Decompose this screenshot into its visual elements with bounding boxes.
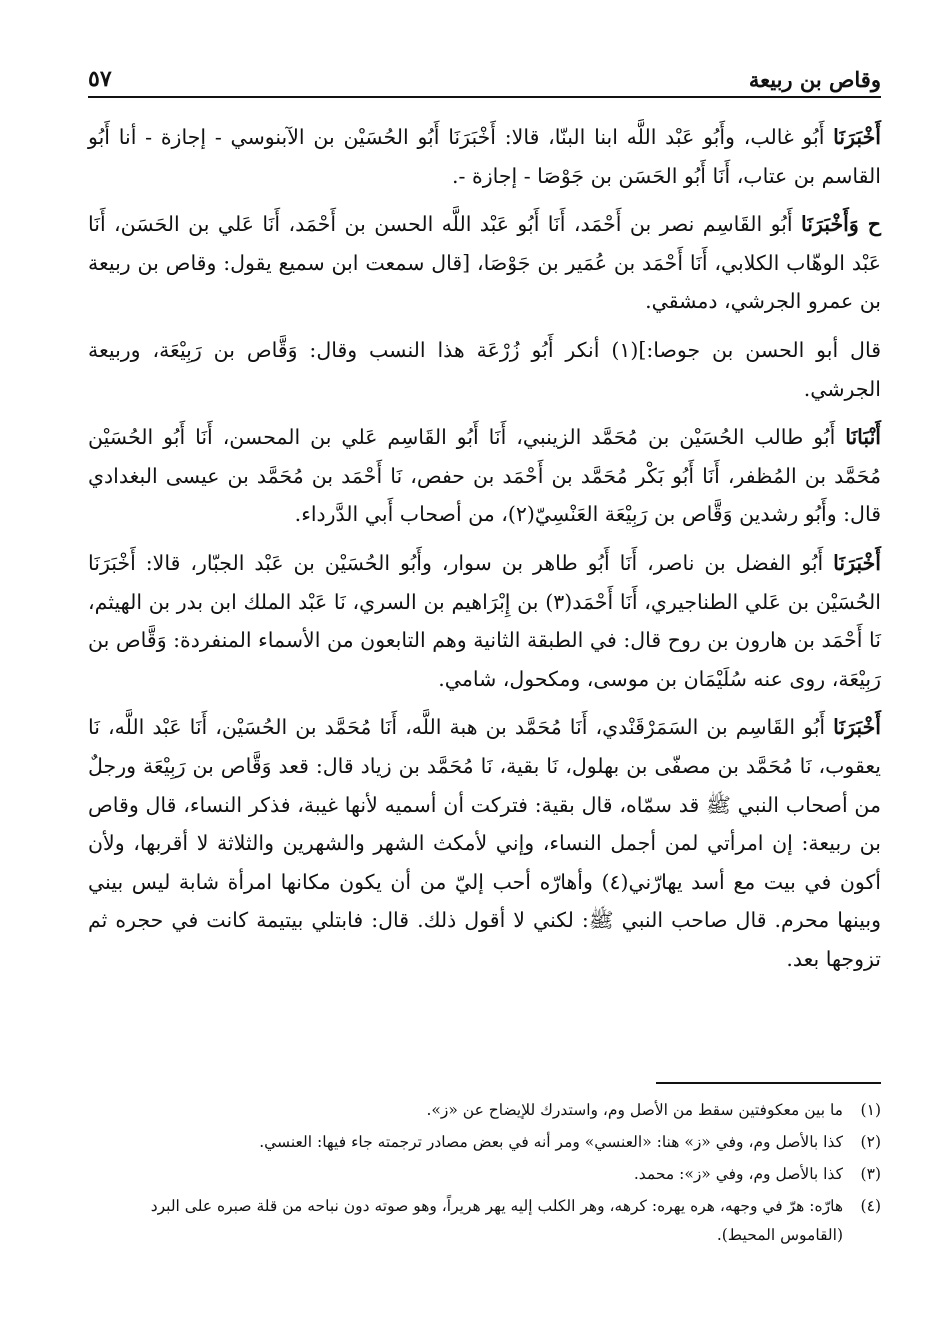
footnotes [88, 1096, 881, 1253]
paragraph-lead: أَخْبَرَنَا [833, 125, 881, 149]
page-number: ٥٧ [88, 66, 112, 92]
footnote-number: (٤) [860, 1197, 881, 1215]
paragraph-text: قال أبو الحسن بن جوصا:](١) أنكر أَبُو زُرْعَة هذا النسب وقال: وَقَّاص بن رَبِيْعَة، وربيعة الجرشي. [88, 337, 881, 401]
page-header [88, 52, 881, 98]
footnote-text: هارّه: هرّ في وجهه، هره يهره: كرهه، وهر الكلب إليه يهر هريراً، وهو صوته دون نباحه من قلة صبره على البرد (القاموس المحيط). [150, 1197, 843, 1244]
paragraph-text: أَبُو القَاسِم نصر بن أَحْمَد، أَنَا أَبُو عَبْد اللَّه الحسن بن أَحْمَد، أَنَا عَلي بن الحَسَن، أَنَا عَبْد الوهّاب الكلابي، أَنَا أَحْمَد بن عُمَير بن جَوْصَا، [قال سمعت ابن سميع يقول: وقاص بن ربيعة بن عمرو الجرشي، دمشقي. [88, 212, 881, 314]
paragraph [88, 418, 881, 534]
paragraph-lead: أَخْبَرَنَا [833, 715, 881, 740]
paragraph-lead: أَنْبَانَا [845, 425, 881, 450]
footnote [88, 1160, 881, 1189]
footnote [88, 1192, 881, 1250]
paragraph [88, 331, 881, 408]
footnote-number: (٢) [860, 1133, 881, 1151]
paragraph-text: أَبُو الفضل بن ناصر، أَنَا أَبُو طاهر بن سوار، وأَبُو الحُسَيْن بن عَبْد الجبّار، قالا: أَخْبَرَنَا الحُسَيْن بن عَلي الطناجيري، أَنَا أَحْمَد(٣) بن إِبْرَاهيم بن السري، نَا عَبْد الملك ابن بدر بن الهيثم، نَا أَحْمَد بن هارون بن روح قال: في الطبقة الثانية وهم التابعون من الأسماء المنفردة: وَقَّاص بن رَبِيْعَة، روى عنه سُلَيْمَان بن موسى، ومكحول، شامي. [88, 550, 881, 691]
footnote [88, 1128, 881, 1157]
paragraph [88, 205, 881, 321]
paragraph-text: أَبُو القَاسِم بن السَمَرْقَنْدي، أَنَا مُحَمَّد بن هبة اللَّه، أَنَا مُحَمَّد بن الحُسَيْن، أَنَا عَبْد اللَّه، نَا يعقوب، نَا مُحَمَّد بن مصفّى بن بهلول، نَا بقية، نَا مُحَمَّد بن زياد قال: قعد وَقَّاص بن رَبِيْعَة ورجلٌ من أصحاب النبي ﷺ قد سمّاه، قال بقية: فتركت أن أسميه لأنها غيبة، فذكر النساء، قال وقاص بن ربيعة: إن امرأتي لمن أجمل النساء، وإني لأمكث الشهر والشهرين والثلاثة لا أقربها، ولأن أكون في بيت مع أسد يهارّني(٤) وأهارّه أحب إليّ من أن يكون مكانها امرأة شابة ليس بيني وبينها محرم. قال صاحب النبي ﷺ: لكني لا أقول ذلك. قال: فابتلي بيتيمة كانت في حجره ثم تزوجها بعد. [88, 715, 881, 971]
footnote-number: (١) [860, 1101, 881, 1119]
footnote-text: كذا بالأصل وم، وفي «ز»: محمد. [633, 1165, 843, 1183]
main-text [88, 118, 881, 988]
running-title: وقاص بن ربيعة [748, 67, 881, 92]
paragraph-text: أَبُو غالب، وأَبُو عَبْد اللَّه ابنا البنّا، قالا: أَخْبَرَنَا أَبُو الحُسَيْن بن الآبنوسي - إجازة - أنا أَبُو القاسم بن عتاب، أَنَا أَبُو الحَسَن بن جَوْصَا - إجازة -. [88, 125, 881, 188]
footnote-number: (٣) [860, 1165, 881, 1183]
footnote-text: ما بين معكوفتين سقط من الأصل وم، واستدرك للإيضاح عن «ز». [426, 1101, 843, 1119]
paragraph-text: أَبُو طالب الحُسَيْن بن مُحَمَّد الزينبي، أَنَا أَبُو القَاسِم عَلي بن المحسن، أَنَا أَبُو الحُسَيْن مُحَمَّد بن المُظفر، أَنَا أَبُو بَكْر مُحَمَّد بن أَحْمَد بن حفص، نَا أَحْمَد بن مُحَمَّد بن عيسى البغدادي قال: وأَبُو رشدين وَقَّاص بن رَبِيْعَة العَنْسِيّ(٢)، من أصحاب أَبي الدَّرداء. [88, 425, 881, 527]
footnote-separator [656, 1082, 881, 1084]
paragraph [88, 708, 881, 978]
paragraph-lead: أَخْبَرَنَا [833, 550, 881, 575]
footnote [88, 1096, 881, 1125]
footnote-text: كذا بالأصل وم، وفي «ز» هنا: «العنسي» ومر أنه في بعض مصادر ترجمته جاء فيها: العنسي. [259, 1133, 843, 1151]
paragraph-lead: ح وَأَخْبَرَنَا [801, 212, 881, 237]
paragraph [88, 544, 881, 698]
paragraph [88, 118, 881, 195]
